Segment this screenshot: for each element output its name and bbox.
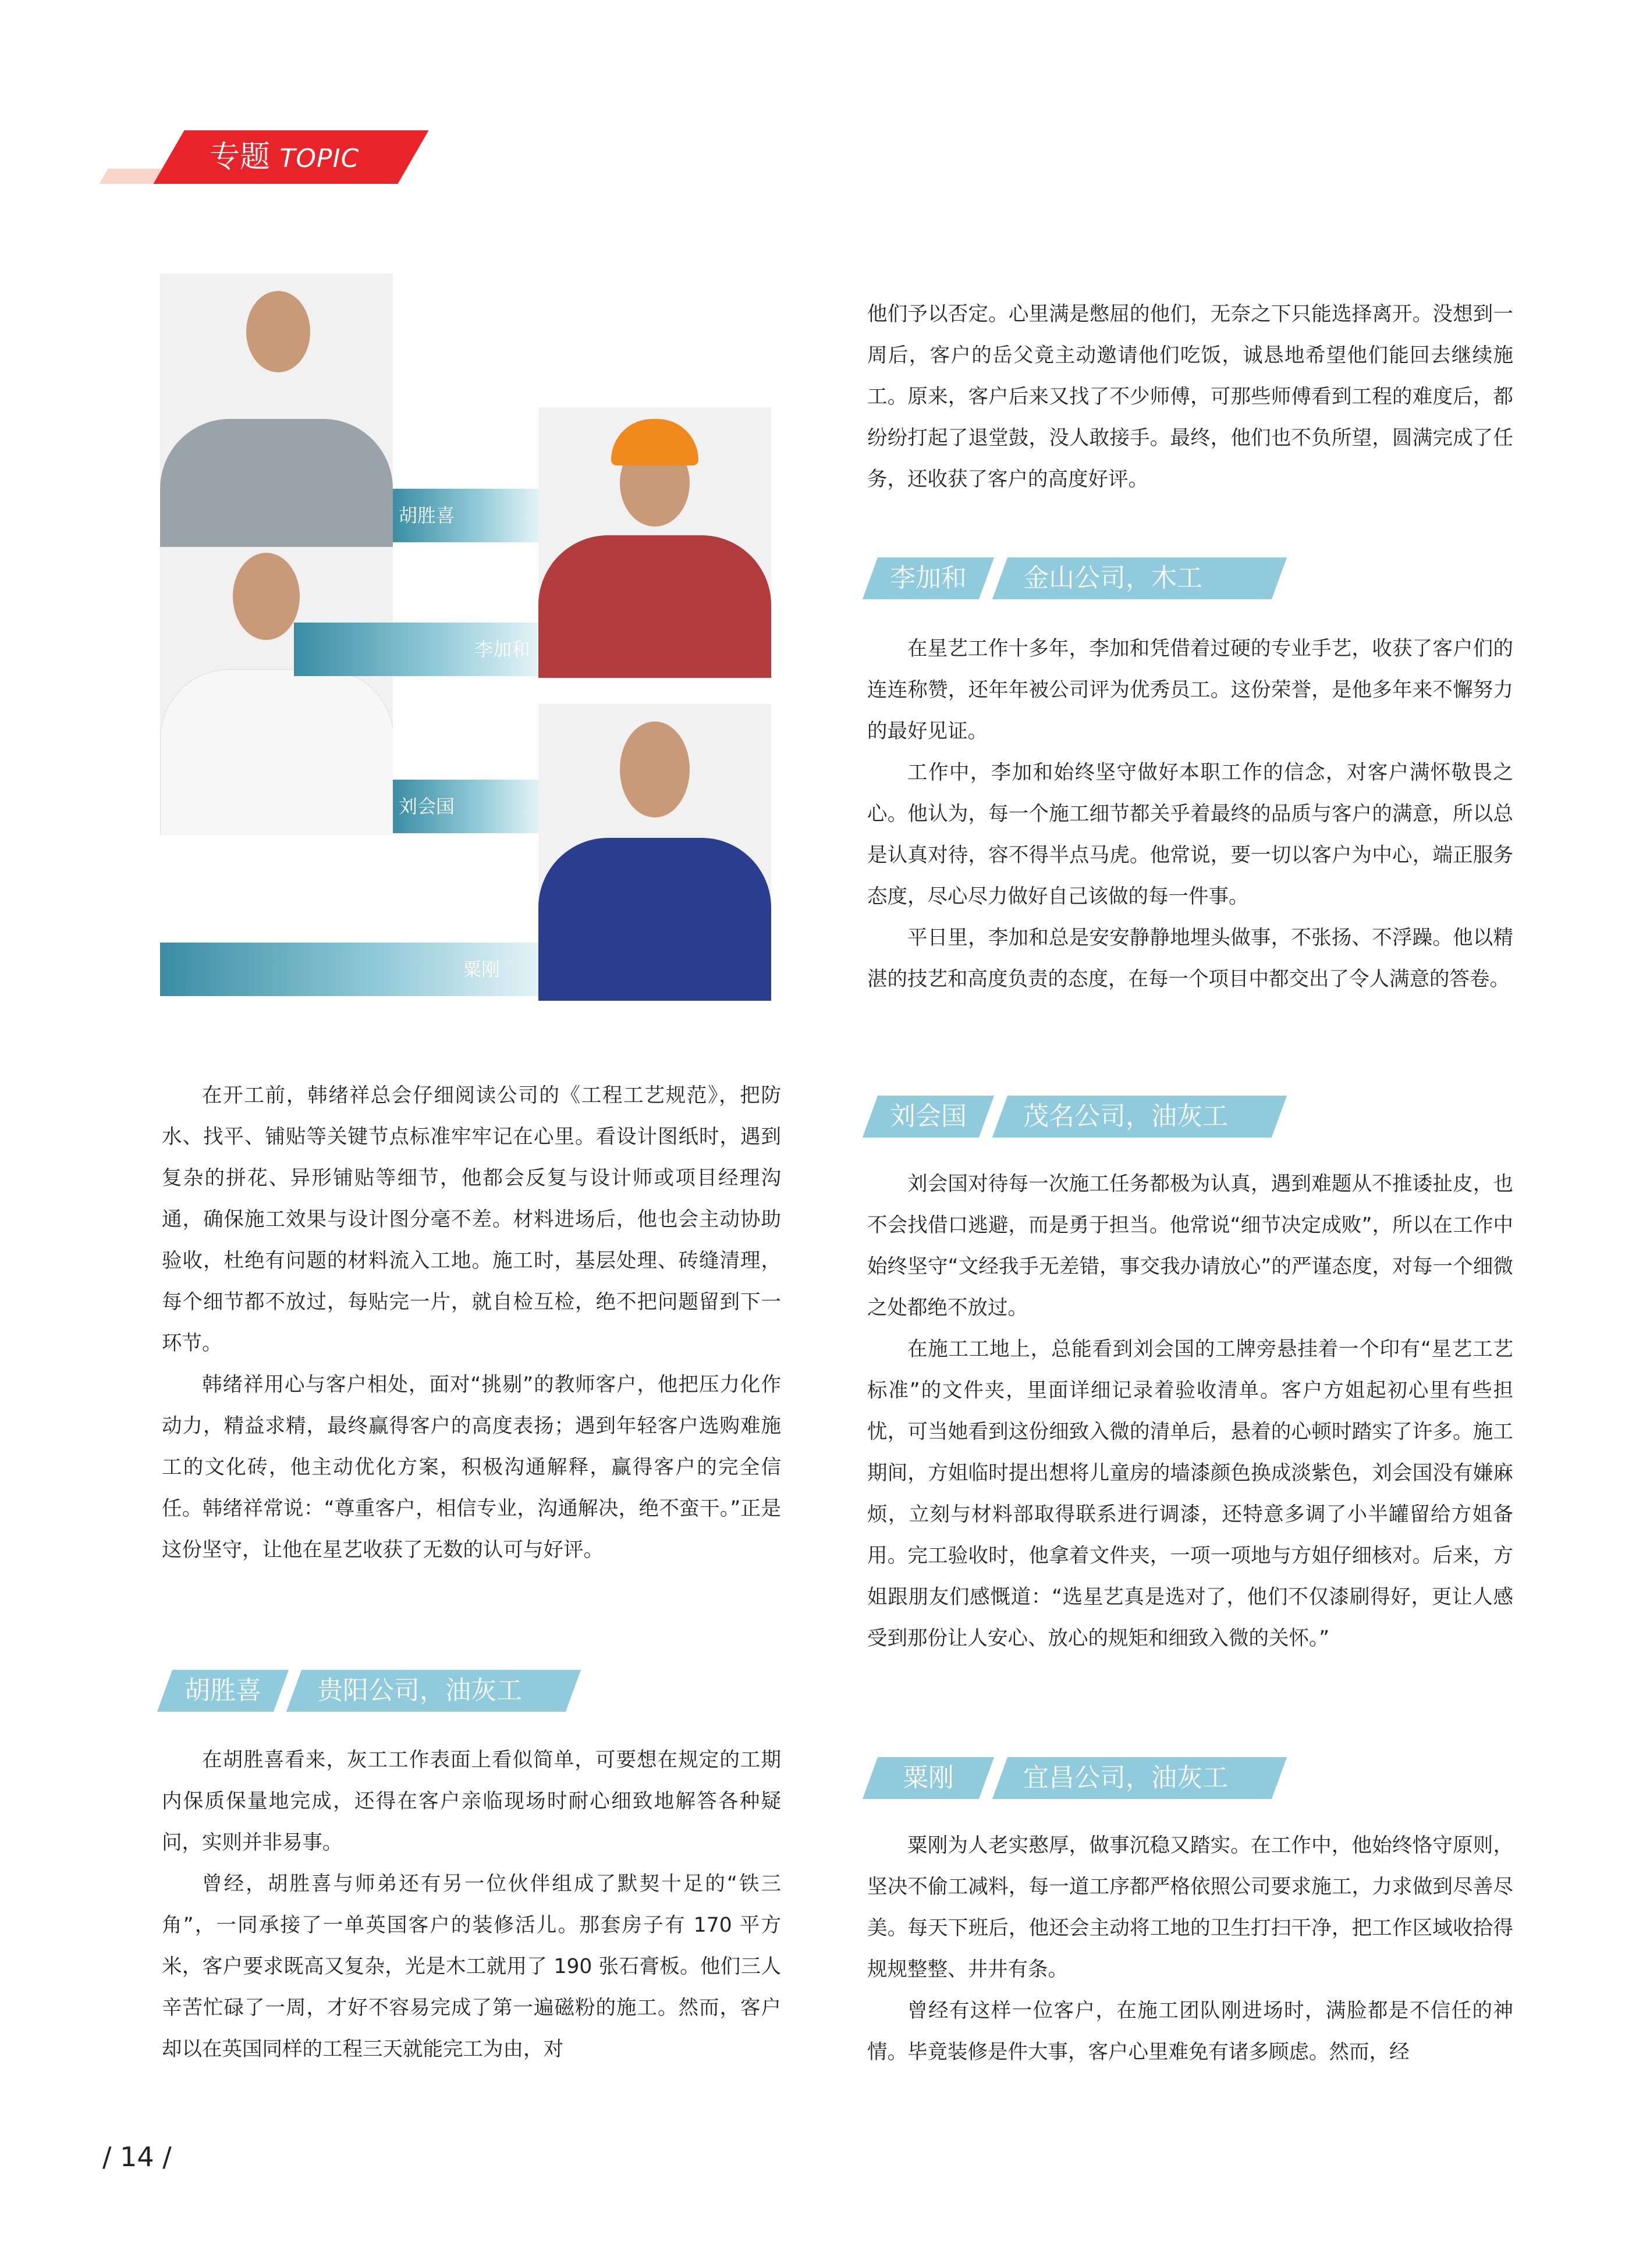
section-name-pill: 刘会国 (863, 1096, 994, 1137)
paragraph: 平日里，李加和总是安安静静地埋头做事，不张扬、不浮躁。他以精湛的技艺和高度负责的态度，在每一个项目中都交出了令人满意的答卷。 (867, 926, 1513, 991)
section-name-pill: 胡胜喜 (157, 1670, 289, 1712)
name-bar-li (294, 623, 538, 676)
paragraph: 韩绪祥用心与客户相处，面对“挑剔”的教师客户，他把压力化作动力，精益求精，最终赢得客户的高度表扬；遇到年轻客户选购难施工的文化砖，他主动优化方案，积极沟通解释，赢得客户的完全信任。韩绪祥常说：“尊重客户，相信专业，沟通解决，绝不蛮干。”正是这份坚守，让他在星艺收获了无数的认可与好评。 (162, 1373, 781, 1562)
section3-body (867, 1164, 1513, 1659)
name-bar-su (160, 943, 538, 996)
right-column-intro (867, 294, 1513, 500)
photo-li-jiahe (538, 407, 771, 678)
page-number: / 14 / (102, 2141, 172, 2173)
name-bar-hu (393, 489, 538, 542)
hard-hat-icon (611, 419, 698, 465)
paragraph: 粟刚为人老实憨厚，做事沉稳又踏实。在工作中，他始终恪守原则，坚决不偷工减料，每一道工序都严格依照公司要求施工，力求做到尽善尽美。每天下班后，他还会主动将工地的卫生打扫干净，把工作区域收拾得规规整整、井井有条。 (867, 1834, 1513, 1981)
name-bar-label: 胡胜喜 (399, 504, 455, 527)
paragraph: 在星艺工作十多年，李加和凭借着过硬的专业手艺，收获了客户们的连连称赞，还年年被公司评为优秀员工。这份荣誉，是他多年来不懈努力的最好见证。 (867, 637, 1513, 743)
section-name-pill: 李加和 (863, 557, 994, 599)
paragraph: 曾经有这样一位客户，在施工团队刚进场时，满脸都是不信任的神情。毕竟装修是件大事，客户心里难免有诸多顾虑。然而，经 (867, 1999, 1513, 2064)
section-role-pill: 茂名公司，油灰工 (992, 1096, 1287, 1137)
paragraph: 曾经，胡胜喜与师弟还有另一位伙伴组成了默契十足的“铁三角”，一同承接了一单英国客户的装修活儿。那套房子有 170 平方米，客户要求既高又复杂，光是木工就用了 190 张石膏板。他们三人辛苦忙碌了一周，才好不容易完成了第一遍磁粉的施工。然而，客户却以在英国同样的工程三天就能完工为由，对 (162, 1872, 781, 2061)
paragraph: 在开工前，韩绪祥总会仔细阅读公司的《工程工艺规范》，把防水、找平、铺贴等关键节点标准牢牢记在心里。看设计图纸时，遇到复杂的拼花、异形铺贴等细节，他都会反复与设计师或项目经理沟通，确保施工效果与设计图分毫不差。材料进场后，他也会主动协助验收，杜绝有问题的材料流入工地。施工时，基层处理、砖缝清理，每个细节都不放过，每贴完一片，就自检互检，绝不把问题留到下一环节。 (162, 1084, 781, 1355)
section-role-pill: 宜昌公司，油灰工 (992, 1757, 1287, 1799)
header-topic-label (210, 131, 359, 183)
photo-liu-huiguo (160, 547, 393, 835)
photo-collage (160, 273, 783, 1001)
section-role-pill: 贵阳公司，油灰工 (286, 1670, 581, 1712)
section1-body (162, 1740, 781, 2070)
name-bar-label: 刘会国 (399, 795, 455, 817)
paragraph: 在施工工地上，总能看到刘会国的工牌旁悬挂着一个印有“星艺工艺标准”的文件夹，里面详细记录着验收清单。客户方姐起初心里有些担忧，可当她看到这份细致入微的清单后，悬着的心顿时踏实了许多。施工期间，方姐临时提出想将儿童房的墙漆颜色换成淡紫色，刘会国没有嫌麻烦，立刻与材料部取得联系进行调漆，还特意多调了小半罐留给方姐备用。完工验收时，他拿着文件夹，一项一项地与方姐仔细核对。后来，方姐跟朋友们感慨道：“选星艺真是选对了，他们不仅漆刷得好，更让人感受到那份让人安心、放心的规矩和细致入微的关怀。” (867, 1338, 1513, 1650)
section2-body (867, 628, 1513, 1000)
photo-su-gang (538, 704, 771, 1001)
name-bar-label: 粟刚 (463, 958, 501, 980)
paragraph: 在胡胜喜看来，灰工工作表面上看似简单，可要想在规定的工期内保质保量地完成，还得在客户亲临现场时耐心细致地解答各种疑问，实则并非易事。 (162, 1748, 781, 1854)
header-topic-cn: 专题 (210, 140, 271, 175)
name-bar-liu (393, 780, 538, 833)
section-role-pill: 金山公司，木工 (992, 557, 1287, 599)
photo-hu-shengxi (160, 273, 393, 547)
header-topic-en: TOPIC (279, 144, 360, 173)
paragraph: 工作中，李加和始终坚守做好本职工作的信念，对客户满怀敬畏之心。他认为，每一个施工细节都关乎着最终的品质与客户的满意，所以总是认真对待，容不得半点马虎。他常说，要一切以客户为中心，端正服务态度，尽心尽力做好自己该做的每一件事。 (867, 761, 1513, 908)
section-name-pill: 粟刚 (863, 1757, 994, 1799)
left-column-intro (162, 1075, 781, 1571)
section4-body (867, 1825, 1513, 2073)
paragraph: 刘会国对待每一次施工任务都极为认真，遇到难题从不推诿扯皮，也不会找借口逃避，而是勇于担当。他常说“细节决定成败”，所以在工作中始终坚守“文经我手无差错，事交我办请放心”的严谨态度，对每一个细微之处都绝不放过。 (867, 1172, 1513, 1320)
name-bar-label: 李加和 (474, 638, 531, 660)
paragraph: 他们予以否定。心里满是憋屈的他们，无奈之下只能选择离开。没想到一周后，客户的岳父竟主动邀请他们吃饭，诚恳地希望他们能回去继续施工。原来，客户后来又找了不少师傅，可那些师傅看到工程的难度后，都纷纷打起了退堂鼓，没人敢接手。最终，他们也不负所望，圆满完成了任务，还收获了客户的高度好评。 (867, 303, 1513, 491)
